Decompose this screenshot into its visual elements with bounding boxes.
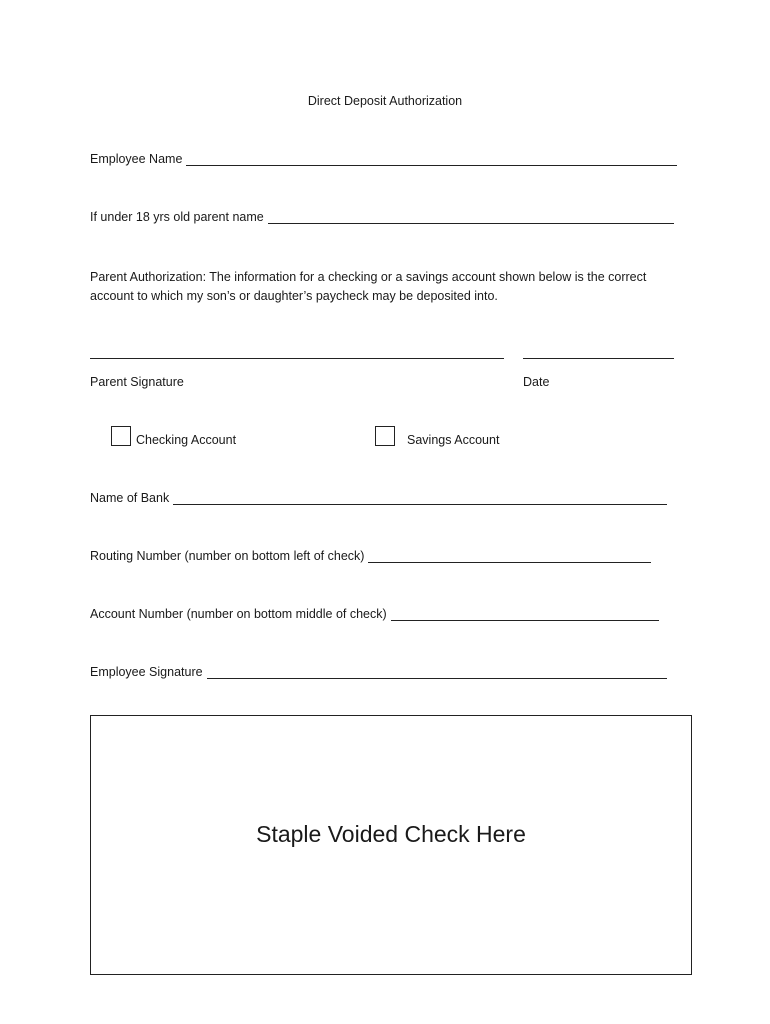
account-number-field[interactable] xyxy=(391,609,659,621)
employee-signature-row xyxy=(90,665,667,679)
date-label: Date xyxy=(523,375,550,389)
parent-name-field[interactable] xyxy=(268,212,674,224)
voided-check-box xyxy=(90,715,692,975)
employee-name-label: Employee Name xyxy=(90,152,183,166)
employee-name-field[interactable] xyxy=(186,154,677,166)
checking-account-label: Checking Account xyxy=(136,433,237,447)
bank-name-field[interactable] xyxy=(173,493,667,505)
parent-signature-field[interactable] xyxy=(90,357,504,359)
bank-name-row xyxy=(90,491,667,505)
employee-name-row xyxy=(90,152,677,166)
routing-number-field[interactable] xyxy=(368,551,651,563)
checking-account-checkbox[interactable] xyxy=(111,426,131,446)
employee-signature-field[interactable] xyxy=(207,667,667,679)
staple-check-text: Staple Voided Check Here xyxy=(256,821,526,847)
savings-account-checkbox[interactable] xyxy=(375,426,395,446)
bank-name-label: Name of Bank xyxy=(90,491,170,505)
account-number-row xyxy=(90,607,659,621)
savings-account-label: Savings Account xyxy=(407,433,500,447)
account-number-label: Account Number (number on bottom middle of check) xyxy=(90,607,387,621)
parent-authorization-text: Parent Authorization: The information for a checking or a savings account shown below is the correct account to which my son’s or daughter’s paycheck may be deposited into. xyxy=(90,270,647,303)
employee-signature-label: Employee Signature xyxy=(90,665,203,679)
routing-number-label: Routing Number (number on bottom left of check) xyxy=(90,549,365,563)
parent-name-label: If under 18 yrs old parent name xyxy=(90,210,264,224)
parent-signature-label: Parent Signature xyxy=(90,375,184,389)
form-title: Direct Deposit Authorization xyxy=(307,94,463,108)
routing-number-row xyxy=(90,549,651,563)
date-field[interactable] xyxy=(523,357,674,359)
parent-name-row xyxy=(90,210,674,224)
